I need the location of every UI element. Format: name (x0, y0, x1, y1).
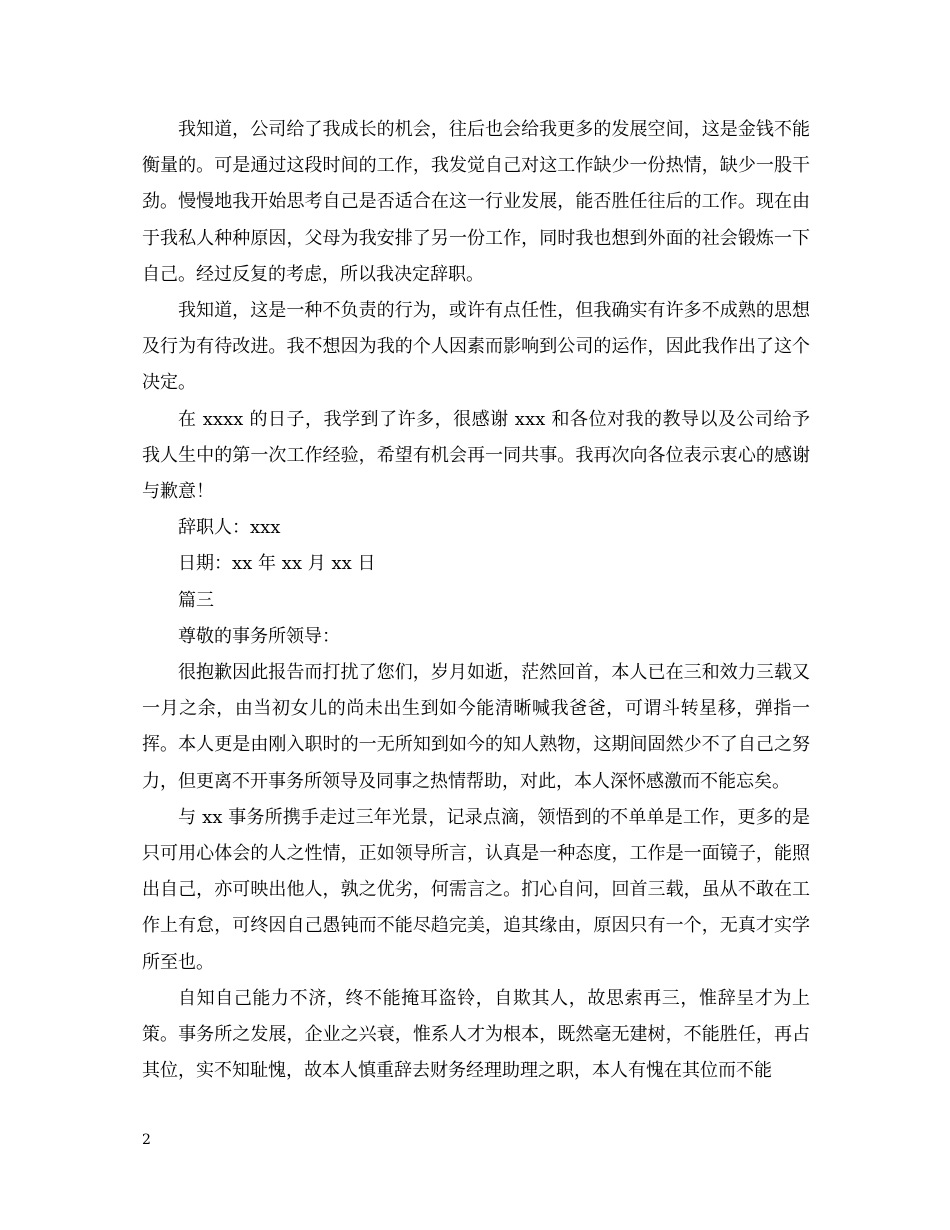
paragraph-reflection: 与 xx 事务所携手走过三年光景，记录点滴，领悟到的不单单是工作，更多的是只可用心体会的人之性情，正如领导所言，认真是一种态度，工作是一面镜子，能照出自己，亦可映出他人，孰之优劣，何需言之。扪心自问，回首三载，虽从不敢在工作上有怠，可终因自己愚钝而不能尽趋完美，追其缘由，原因只有一个，无真才实学所至也。 (142, 806, 810, 973)
paragraph-decision: 自知自己能力不济，终不能掩耳盗铃，自欺其人，故思索再三，惟辞呈才为上策。事务所之发展，企业之兴衰，惟系人才为根本，既然毫无建树，不能胜任，再占其位，实不知耻愧，故本人慎重辞去财务经理助理之职，本人有愧在其位而不能 (142, 987, 810, 1082)
paragraph-responsibility: 我知道，这是一种不负责的行为，或许有点任性，但我确实有许多不成熟的思想及行为有待改进。我不想因为我的个人因素而影响到公司的运作，因此我作出了这个决定。 (142, 300, 810, 394)
date-line: 日期：xx 年 xx 月 xx 日 (178, 553, 376, 575)
paragraph-reason-for-resignation: 我知道，公司给了我成长的机会，往后也会给我更多的发展空间，这是金钱不能衡量的。可是通过这段时间的工作，我发觉自己对这工作缺少一份热情，缺少一股干劲。慢慢地我开始思考自己是否适合在这一行业发展，能否胜任往后的工作。现在由于我私人种种原因，父母为我安排了另一份工作，同时我也想到外面的社会锻炼一下自己。经过反复的考虑，所以我决定辞职。 (142, 119, 810, 285)
page-number: 2 (142, 1132, 151, 1148)
section-heading: 篇三 (178, 589, 214, 611)
paragraph-gratitude: 在 xxxx 的日子，我学到了许多，很感谢 xxx 和各位对我的教导以及公司给予我人生中的第一次工作经验，希望有机会再一同共事。我再次向各位表示衷心的感谢与歉意！ (142, 408, 810, 503)
signature-line: 辞职人：xxx (178, 517, 281, 539)
paragraph-apology: 很抱歉因此报告而打扰了您们，岁月如逝，茫然回首，本人已在三和效力三载又一月之余，由当初女儿的尚未出生到如今能清晰喊我爸爸，可谓斗转星移，弹指一挥。本人更是由刚入职时的一无所知到如今的知人熟物，这期间固然少不了自己之努力，但更离不开事务所领导及同事之热情帮助，对此，本人深怀感激而不能忘矣。 (142, 662, 810, 792)
salutation: 尊敬的事务所领导： (178, 625, 340, 647)
document-body (142, 112, 810, 1089)
